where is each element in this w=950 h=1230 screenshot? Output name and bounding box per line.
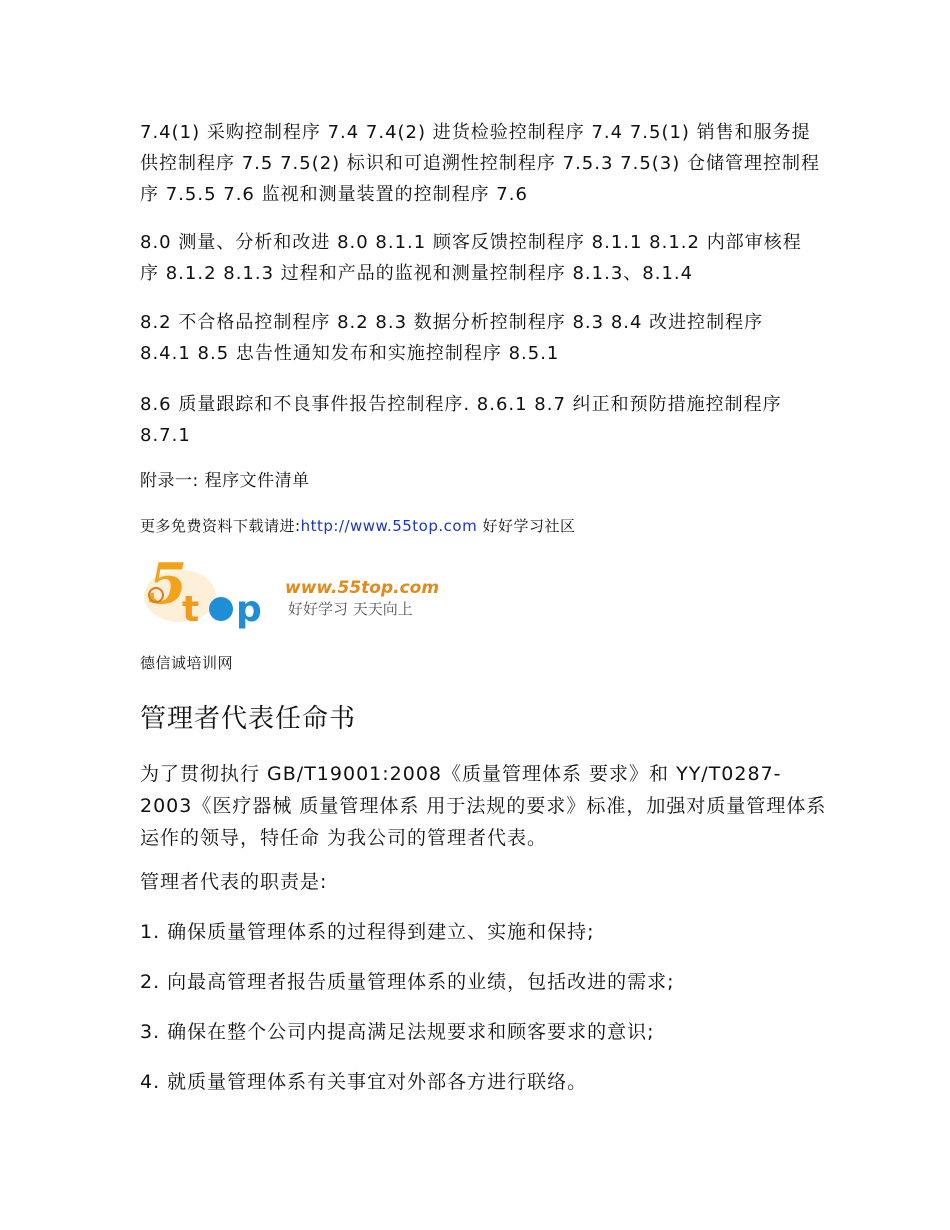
download-prefix: 更多免费资料下载请进: <box>140 517 301 535</box>
duty-item-2: 2. 向最高管理者报告质量管理体系的业绩，包括改进的需求; <box>140 971 675 993</box>
duty-item-4: 4. 就质量管理体系有关事宜对外部各方进行联络。 <box>140 1071 588 1093</box>
page-title: 管理者代表任命书 <box>140 704 357 734</box>
appendix-label: 附录一: 程序文件清单 <box>140 471 310 491</box>
intro-paragraph: 为了贯彻执行 GB/T19001:2008《质量管理体系 要求》和 YY/T0287-2003《医疗器械 质量管理体系 用于法规的要求》标准，加强对质量管理体系运作的领导，特任命 为我公司的管理者代表。 <box>140 763 827 849</box>
toc-paragraph-4: 8.6 质量跟踪和不良事件报告控制程序. 8.6.1 8.7 纠正和预防措施控制程序 8.7.1 <box>140 394 782 446</box>
toc-paragraph-2: 8.0 测量、分析和改进 8.0 8.1.1 顾客反馈控制程序 8.1.1 8.1.2 内部审核程序 8.1.2 8.1.3 过程和产品的监视和测量控制程序 8.1.3、8.1.4 <box>140 232 802 284</box>
download-link[interactable]: http://www.55top.com <box>300 517 478 535</box>
download-suffix: 好好学习社区 <box>477 517 576 535</box>
logo-mark-p: p <box>236 589 262 630</box>
logo-five: 5 <box>148 551 187 617</box>
55top-logo[interactable] <box>140 551 450 631</box>
toc-paragraph-1: 7.4(1) 采购控制程序 7.4 7.4(2) 进货检验控制程序 7.4 7.5(1) 销售和服务提供控制程序 7.5 7.5(2) 标识和可追溯性控制程序 7.5.3 7.5(3) 仓储管理控制程序 7.5.5 7.6 监视和测量装置的控制程序 7.6 <box>140 122 820 205</box>
logo-site-text: www.55top.com <box>285 578 440 598</box>
site-name: 德信诚培训网 <box>140 654 234 672</box>
duty-item-3: 3. 确保在整个公司内提高满足法规要求和顾客要求的意识; <box>140 1021 655 1043</box>
toc-paragraph-3: 8.2 不合格品控制程序 8.2 8.3 数据分析控制程序 8.3 8.4 改进控制程序 8.4.1 8.5 忠告性通知发布和实施控制程序 8.5.1 <box>140 312 764 364</box>
duty-item-1: 1. 确保质量管理体系的过程得到建立、实施和保持; <box>140 921 595 943</box>
duties-heading: 管理者代表的职责是: <box>140 871 328 893</box>
logo-mark-top: t <box>182 589 200 630</box>
download-line <box>140 515 575 537</box>
logo-slogan: 好好学习 天天向上 <box>288 600 413 618</box>
